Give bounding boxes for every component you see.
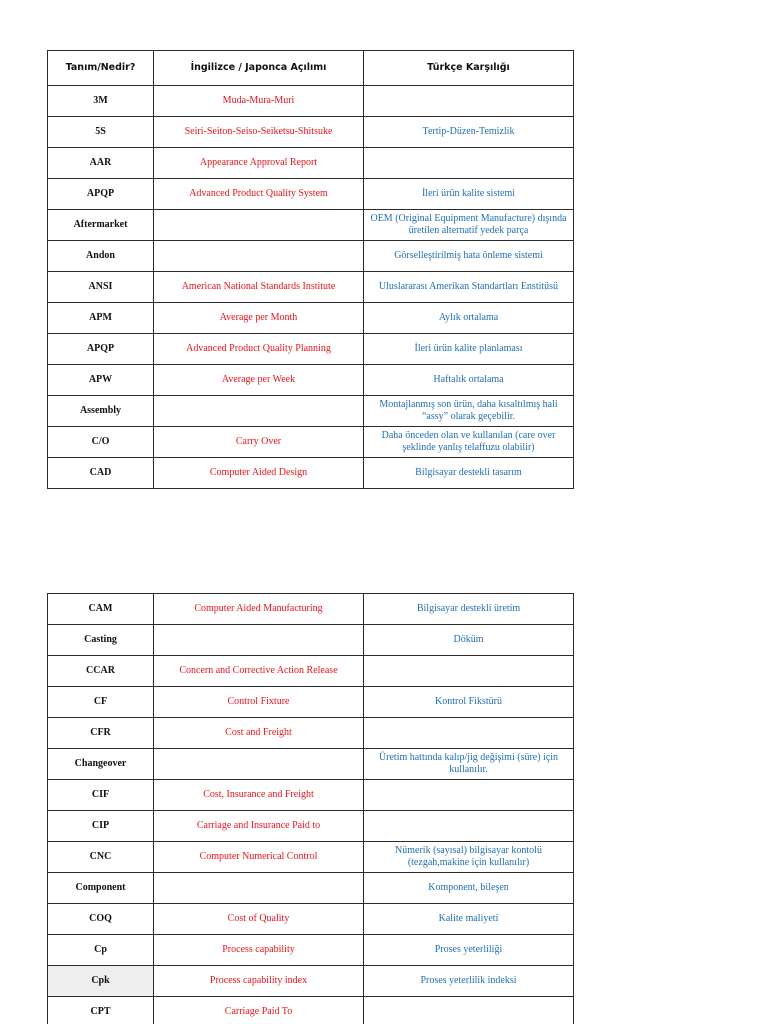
english-cell: Computer Numerical Control [154,842,364,873]
table-row [48,997,574,1024]
table-row [48,86,574,117]
english-cell: Process capability [154,935,364,966]
turkish-cell: Bilgisayar destekli tasarım [364,458,574,489]
table-row [48,210,574,241]
table-row [48,148,574,179]
english-cell: American National Standards Institute [154,272,364,303]
turkish-cell: Döküm [364,625,574,656]
table-row [48,334,574,365]
glossary-table-2 [47,593,574,1024]
glossary-table-1-body [48,86,574,489]
turkish-cell: Daha önceden olan ve kullanılan (care over şeklinde yanlış telaffuzu olabilir) [364,427,574,458]
table-row [48,687,574,718]
term-cell: Andon [48,241,154,272]
glossary-table-1 [47,50,574,489]
table-row [48,117,574,148]
term-cell: Cp [48,935,154,966]
term-cell: APQP [48,334,154,365]
english-cell: Average per Month [154,303,364,334]
turkish-cell: Montajlanmış son ürün, daha kısaltılmış hali “assy” olarak geçebilir. [364,396,574,427]
term-cell: Component [48,873,154,904]
term-cell: 3M [48,86,154,117]
term-cell: CAM [48,594,154,625]
turkish-cell: Görselleştirilmiş hata önleme sistemi [364,241,574,272]
turkish-cell: Kontrol Fikstürü [364,687,574,718]
table-row [48,458,574,489]
term-cell: Cpk [48,966,154,997]
table-row [48,935,574,966]
turkish-cell [364,148,574,179]
english-cell [154,625,364,656]
english-cell [154,396,364,427]
term-cell: Changeover [48,749,154,780]
english-cell: Cost of Quality [154,904,364,935]
english-cell: Advanced Product Quality Planning [154,334,364,365]
table-row [48,179,574,210]
english-cell: Concern and Corrective Action Release [154,656,364,687]
table-row [48,594,574,625]
turkish-cell: Komponent, bileşen [364,873,574,904]
glossary-table-2-body [48,594,574,1024]
term-cell: Assembly [48,396,154,427]
term-cell: CCAR [48,656,154,687]
term-cell: APM [48,303,154,334]
turkish-cell: Tertip-Düzen-Temizlik [364,117,574,148]
table-row [48,303,574,334]
english-cell: Process capability index [154,966,364,997]
turkish-cell: Bilgisayar destekli üretim [364,594,574,625]
term-cell: CPT [48,997,154,1024]
english-cell: Average per Week [154,365,364,396]
term-cell: CIP [48,811,154,842]
english-cell: Cost, Insurance and Freight [154,780,364,811]
term-cell: CFR [48,718,154,749]
turkish-cell: İleri ürün kalite planlaması [364,334,574,365]
table-row [48,966,574,997]
english-cell: Carry Over [154,427,364,458]
table-row [48,241,574,272]
table-row [48,718,574,749]
turkish-cell: Proses yeterlilik indeksi [364,966,574,997]
table-row [48,427,574,458]
table-row [48,842,574,873]
turkish-cell: Proses yeterliliği [364,935,574,966]
english-cell: Computer Aided Manufacturing [154,594,364,625]
turkish-cell: OEM (Original Equipment Manufacture) dışında üretilen alternatif yedek parça [364,210,574,241]
english-cell: Carriage and Insurance Paid to [154,811,364,842]
table-row [48,656,574,687]
term-cell: COQ [48,904,154,935]
term-cell: APQP [48,179,154,210]
turkish-cell: İleri ürün kalite sistemi [364,179,574,210]
english-cell [154,241,364,272]
english-cell: Seiri-Seiton-Seiso-Seiketsu-Shitsuke [154,117,364,148]
english-cell: Control Fixture [154,687,364,718]
table-row [48,625,574,656]
table-row [48,272,574,303]
english-cell: Cost and Freight [154,718,364,749]
english-cell [154,749,364,780]
turkish-cell: Nümerik (sayısal) bilgisayar kontolü (tezgah,makine için kullanılır) [364,842,574,873]
table-row [48,365,574,396]
table-row [48,811,574,842]
turkish-cell [364,718,574,749]
turkish-cell: Kalite maliyeti [364,904,574,935]
term-cell: Casting [48,625,154,656]
term-cell: APW [48,365,154,396]
term-cell: 5S [48,117,154,148]
table-row [48,749,574,780]
english-cell: Muda-Mura-Muri [154,86,364,117]
header-term: Tanım/Nedir? [48,51,154,86]
turkish-cell [364,656,574,687]
english-cell: Computer Aided Design [154,458,364,489]
table-row [48,904,574,935]
turkish-cell [364,997,574,1024]
english-cell [154,210,364,241]
table-row [48,780,574,811]
english-cell [154,873,364,904]
turkish-cell: Aylık ortalama [364,303,574,334]
header-turkish: Türkçe Karşılığı [364,51,574,86]
table-header-row [48,51,574,86]
header-english: İngilizce / Japonca Açılımı [154,51,364,86]
english-cell: Advanced Product Quality System [154,179,364,210]
term-cell: AAR [48,148,154,179]
turkish-cell [364,86,574,117]
turkish-cell: Haftalık ortalama [364,365,574,396]
turkish-cell: Üretim hattında kalıp/jig değişimi (süre) için kullanılır. [364,749,574,780]
term-cell: CIF [48,780,154,811]
term-cell: CAD [48,458,154,489]
term-cell: CF [48,687,154,718]
english-cell: Appearance Approval Report [154,148,364,179]
table-row [48,396,574,427]
turkish-cell [364,780,574,811]
term-cell: CNC [48,842,154,873]
term-cell: C/O [48,427,154,458]
english-cell: Carriage Paid To [154,997,364,1024]
term-cell: Aftermarket [48,210,154,241]
term-cell: ANSI [48,272,154,303]
turkish-cell: Uluslararası Amerikan Standartları Enstitüsü [364,272,574,303]
table-row [48,873,574,904]
turkish-cell [364,811,574,842]
